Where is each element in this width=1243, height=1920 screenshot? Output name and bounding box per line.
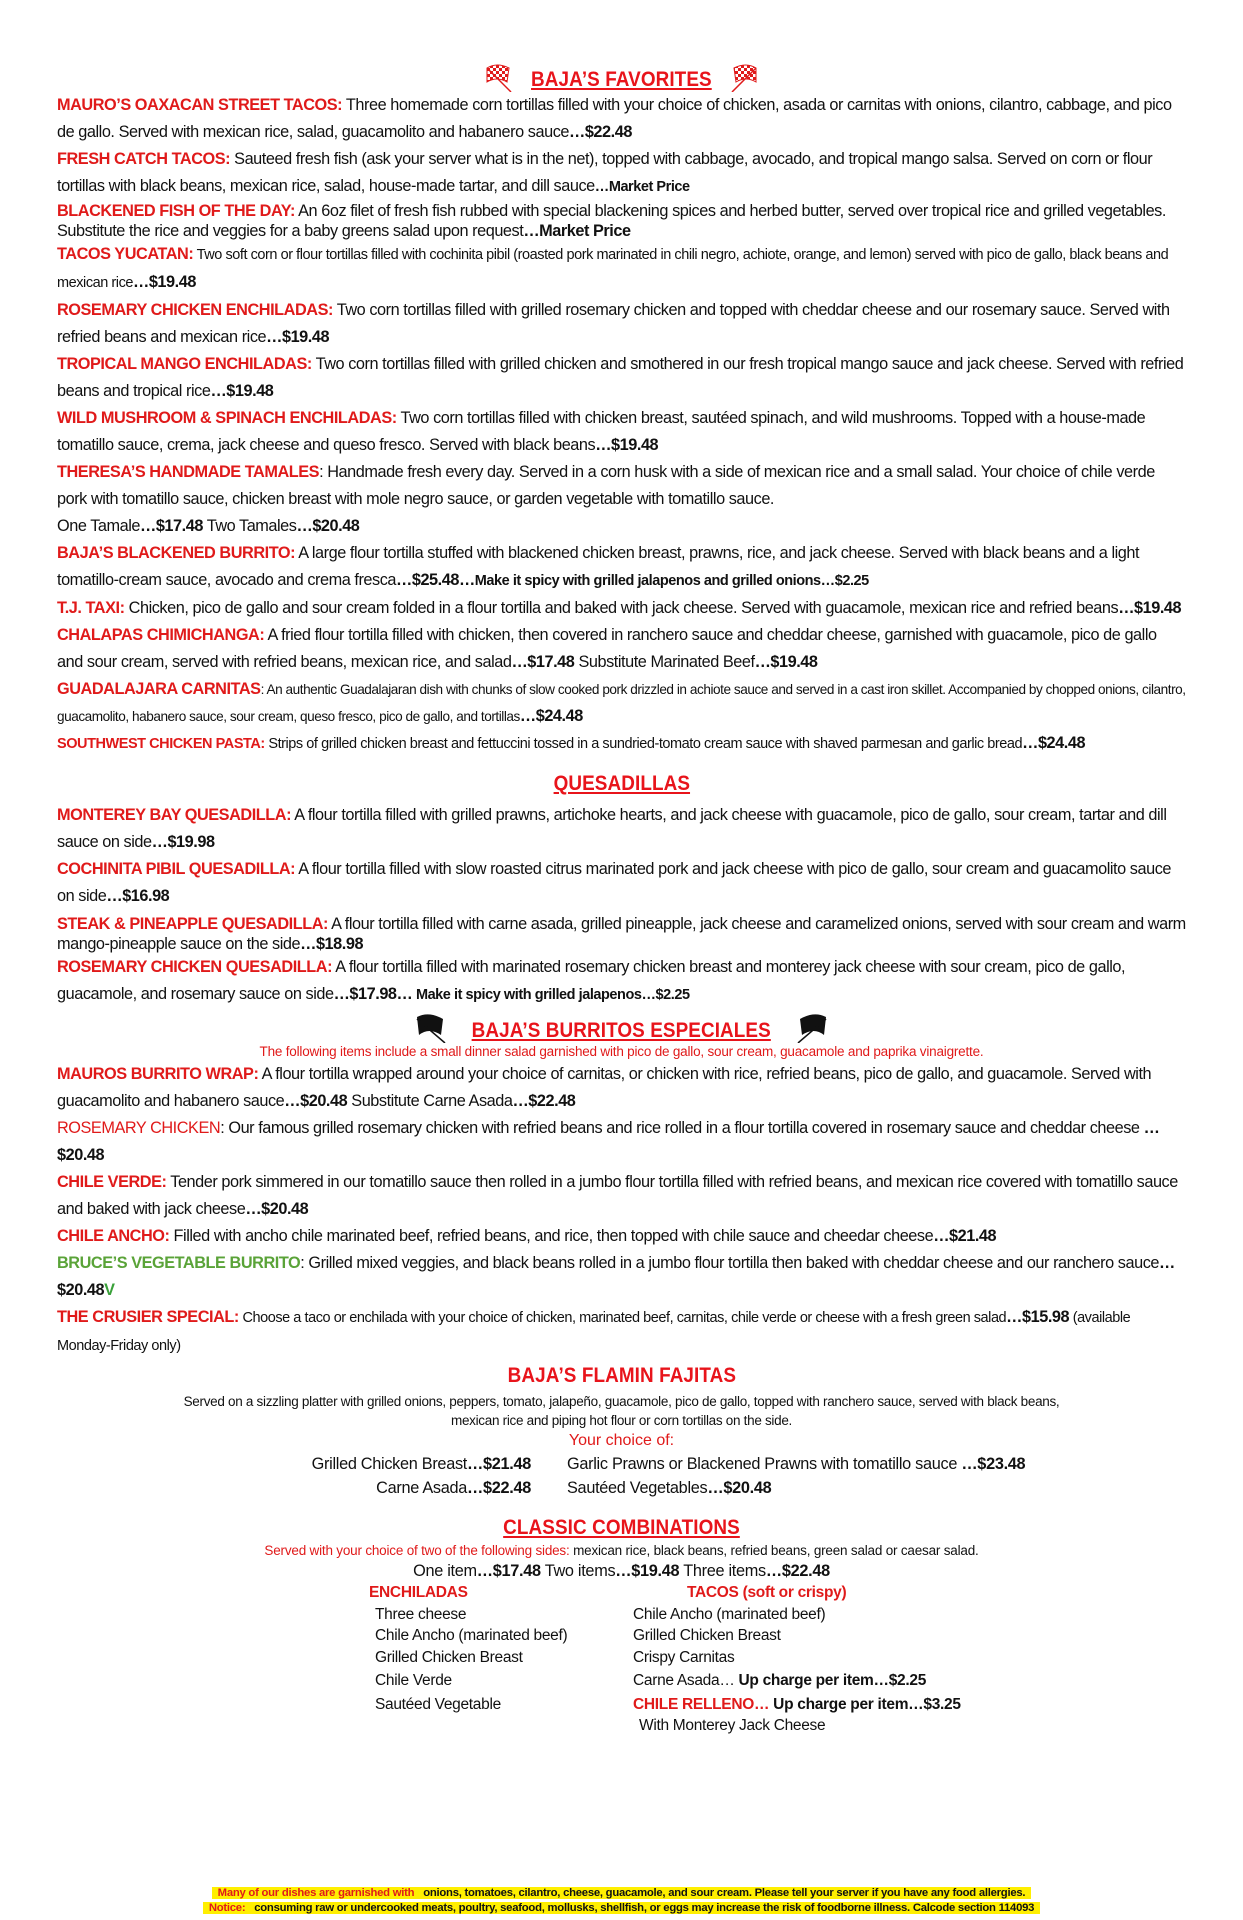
combo-option: Chile Verde: [375, 1672, 452, 1689]
fajita-option: Grilled Chicken Breast…$21.48: [311, 1455, 531, 1473]
checkered-flag-right-icon: [726, 62, 762, 92]
combo-option: Grilled Chicken Breast: [633, 1627, 781, 1644]
menu-item: THERESA’S HANDMADE TAMALES: Handmade fresh every day. Served in a corn husk with a side of mexican rice and a small salad. Your choice of chile verde pork with tomatillo sauce, chicken breast with mole negro sauce, or garden vegetable with tomatillo sauce. One Tamale…$17.48 Two Tamales…$20.48: [57, 463, 1155, 535]
fajita-option: Garlic Prawns or Blackened Prawns with tomatillo sauce …$23.48: [567, 1455, 1026, 1473]
menu-item: STEAK & PINEAPPLE QUESADILLA: A flour tortilla filled with carne asada, grilled pineapple, jack cheese and caramelized onions, served with sour cream and warm mango-pineapple sauce on the side…$18.98: [57, 915, 1186, 953]
combo-option: Three cheese: [375, 1605, 467, 1623]
health-notice: Notice: consuming raw or undercooked meats, poultry, seafood, mollusks, shellfish, or eggs may increase the risk of foodborne illness. Calcode section 114093: [0, 1898, 1243, 1916]
burritos-list: [57, 1061, 1186, 1360]
burritos-header: [57, 1013, 1186, 1043]
menu-item: COCHINITA PIBIL QUESADILLA: A flour tortilla filled with slow roasted citrus marinated pork and jack cheese with pico de gallo, sour cream and guacamolito sauce on side…$16.98: [57, 860, 1171, 905]
enchiladas-heading: ENCHILADAS: [369, 1584, 468, 1601]
menu-item: TROPICAL MANGO ENCHILADAS: Two corn tortillas filled with grilled chicken and smothered in our fresh tropical mango sauce and jack cheese. Served with refried beans and tropical rice…$19.48: [57, 355, 1184, 400]
fajita-option: Carne Asada…$22.48: [376, 1479, 531, 1497]
combo-option: Carne Asada… Up charge per item…$2.25: [633, 1672, 927, 1689]
combos-note: Served with your choice of two of the following sides: mexican rice, black beans, refried beans, green salad or caesar salad.: [264, 1543, 979, 1558]
fajita-option: Sautéed Vegetables…$20.48: [567, 1479, 772, 1497]
menu-item: WILD MUSHROOM & SPINACH ENCHILADAS: Two corn tortillas filled with chicken breast, sautéed spinach, and wild mushrooms. Topped with a house-made tomatillo sauce, crema, jack cheese and queso fresco. Served with black beans…$19.48: [57, 409, 1146, 454]
menu-item: MAUROS BURRITO WRAP: A flour tortilla wrapped around your choice of carnitas, or chicken with rice, refried beans, pico de gallo, and guacamole. Served with guacamolito and habanero sauce…$20.48 Substitute Carne Asada…$22.48: [57, 1065, 1152, 1110]
favorites-header: [57, 62, 1186, 98]
black-flag-right-icon: [792, 1013, 832, 1043]
menu-item: GUADALAJARA CARNITAS: An authentic Guadalajaran dish with chunks of slow cooked pork drizzled in achiote sauce and served in a cast iron skillet. Accompanied by chopped onions, cilantro, guacamolito, habanero sauce, sour cream, queso fresco, pico de gallo, and tortillas…$24.48: [57, 680, 1186, 725]
checkered-flag-left-icon: [481, 62, 517, 92]
menu-item: ROSEMARY CHICKEN QUESADILLA: A flour tortilla filled with marinated rosemary chicken breast and monterey jack cheese with sour cream, pico de gallo, guacamole, and rosemary sauce on side…$17.98… Make it spicy with grilled jalapenos…$2.25: [57, 958, 1126, 1003]
menu-item: CHILE ANCHO: Filled with ancho chile marinated beef, refried beans, and rice, then topped with chile sauce and cheedar cheese…$21.48: [57, 1227, 997, 1245]
fajitas-header: [57, 1364, 1186, 1392]
tacos-heading: TACOS (soft or crispy): [687, 1584, 847, 1601]
menu-item: ROSEMARY CHICKEN: Our famous grilled rosemary chicken with refried beans and rice rolled in a flour tortilla covered in rosemary sauce and cheddar cheese …$20.48: [57, 1119, 1160, 1164]
combos-columns: [57, 1582, 1186, 1737]
combo-option: Crispy Carnitas: [633, 1648, 735, 1666]
combo-option: Grilled Chicken Breast: [375, 1648, 523, 1666]
enchiladas-column: [369, 1582, 633, 1737]
burritos-note: The following items include a small dinner salad garnished with pico de gallo, sour cream, guacamole and paprika vinaigrette.: [259, 1044, 984, 1059]
fajitas-options: [57, 1452, 1186, 1500]
favorites-list: [57, 92, 1186, 758]
quesadillas-list: [57, 802, 1186, 1009]
combos-prices: One item…$17.48 Two items…$19.48 Three items…$22.48: [413, 1562, 830, 1580]
quesadillas-header: [57, 772, 1186, 802]
menu-item: TACOS YUCATAN: Two soft corn or flour tortillas filled with cochinita pibil (roasted pork marinated in chili negro, achiote, orange, and lemon) served with pico de gallo, black beans and mexican rice…$19.48: [57, 245, 1169, 291]
fajitas-description: Served on a sizzling platter with grilled onions, peppers, tomato, jalapeño, guacamole, pico de gallo, topped with ranchero sauce, served with black beans,: [183, 1394, 1060, 1409]
menu-item: FRESH CATCH TACOS: Sauteed fresh fish (ask your server what is in the net), topped with cabbage, avocado, and tropical mango salsa. Served on corn or flour tortillas with black beans, mexican rice, salad, house-made tartar, and dill sauce…Market Price: [57, 150, 1153, 195]
tacos-column: [633, 1582, 961, 1737]
quesadillas-title: QUESADILLAS: [553, 772, 690, 795]
combos-title: CLASSIC COMBINATIONS: [503, 1516, 740, 1539]
fajitas-title: BAJA’S FLAMIN FAJITAS: [507, 1364, 736, 1387]
menu-item: THE CRUSIER SPECIAL: Choose a taco or enchilada with your choice of chicken, marinated beef, carnitas, chile verde or cheese with a fresh green salad…$15.98 (available Monday-Friday only): [57, 1308, 1131, 1354]
menu-item: CHILE VERDE: Tender pork simmered in our tomatillo sauce then rolled in a jumbo flour tortilla filled with refried beans, and mexican rice covered with tomatillo sauce and baked with jack cheese…$20.48: [57, 1173, 1178, 1218]
allergy-warning: Many of our dishes are garnished with onions, tomatoes, cilantro, cheese, guacamole, and sour cream. Please tell your server if you have any food allergies.: [0, 1883, 1243, 1901]
favorites-title: BAJA’S FAVORITES: [531, 68, 712, 91]
combos-header: [57, 1516, 1186, 1542]
combo-option: CHILE RELLENO… Up charge per item…$3.25: [633, 1695, 961, 1713]
menu-item: SOUTHWEST CHICKEN PASTA: Strips of grilled chicken breast and fettuccini tossed in a sundried-tomato cream sauce with shaved parmesan and garlic bread…$24.48: [57, 734, 1086, 752]
black-flag-left-icon: [411, 1013, 451, 1043]
menu-item: MONTEREY BAY QUESADILLA: A flour tortilla filled with grilled prawns, artichoke hearts, and jack cheese with guacamole, pico de gallo, sour cream, tartar and dill sauce on side…$19.98: [57, 806, 1167, 851]
combo-option: Sautéed Vegetable: [375, 1695, 501, 1713]
vegetarian-check-icon: V: [104, 1281, 115, 1299]
menu-item: BRUCE’S VEGETABLE BURRITO: Grilled mixed veggies, and black beans rolled in a jumbo flour tortilla then baked with cheddar cheese and our ranchero sauce…$20.48V: [57, 1254, 1175, 1299]
fajitas-choice-label: Your choice of:: [568, 1432, 675, 1449]
combo-option: Chile Ancho (marinated beef): [375, 1627, 568, 1644]
burritos-title: BAJA’S BURRITOS ESPECIALES: [471, 1019, 772, 1042]
combo-option: With Monterey Jack Cheese: [639, 1717, 826, 1734]
fajitas-description-2: mexican rice and piping hot flour or corn tortillas on the side.: [451, 1413, 792, 1428]
combo-option: Chile Ancho (marinated beef): [633, 1605, 826, 1623]
menu-item: T.J. TAXI: Chicken, pico de gallo and sour cream folded in a flour tortilla and baked with jack cheese. Served with guacamole, mexican rice and refried beans…$19.48: [57, 599, 1182, 617]
menu-item: ROSEMARY CHICKEN ENCHILADAS: Two corn tortillas filled with grilled rosemary chicken and topped with cheddar cheese and our rosemary sauce. Served with refried beans and mexican rice…$19.48: [57, 301, 1170, 346]
menu-item: MAURO’S OAXACAN STREET TACOS: Three homemade corn tortillas filled with your choice of chicken, asada or carnitas with onions, cilantro, cabbage, and pico de gallo. Served with mexican rice, salad, guacamolito and habanero sauce…$22.48: [57, 96, 1172, 141]
menu-item: BLACKENED FISH OF THE DAY: An 6oz filet of fresh fish rubbed with special blackening spices and herbed butter, served over tropical rice and grilled vegetables. Substitute the rice and veggies for a baby greens salad upon request…Market Price: [57, 202, 1166, 240]
menu-item: CHALAPAS CHIMICHANGA: A fried flour tortilla filled with chicken, then covered in ranchero sauce and cheddar cheese, garnished with guacamole, pico de gallo and sour cream, served with refried beans, mexican rice, and salad…$17.48 Substitute Marinated Beef…$19.48: [57, 626, 1157, 671]
menu-item: BAJA’S BLACKENED BURRITO: A large flour tortilla stuffed with blackened chicken breast, prawns, rice, and jack cheese. Served with black beans and a light tomatillo-cream sauce, avocado and crema fresca…$25.48…Make it spicy with grilled jalapenos and grilled onions…$2.25: [57, 544, 1140, 589]
